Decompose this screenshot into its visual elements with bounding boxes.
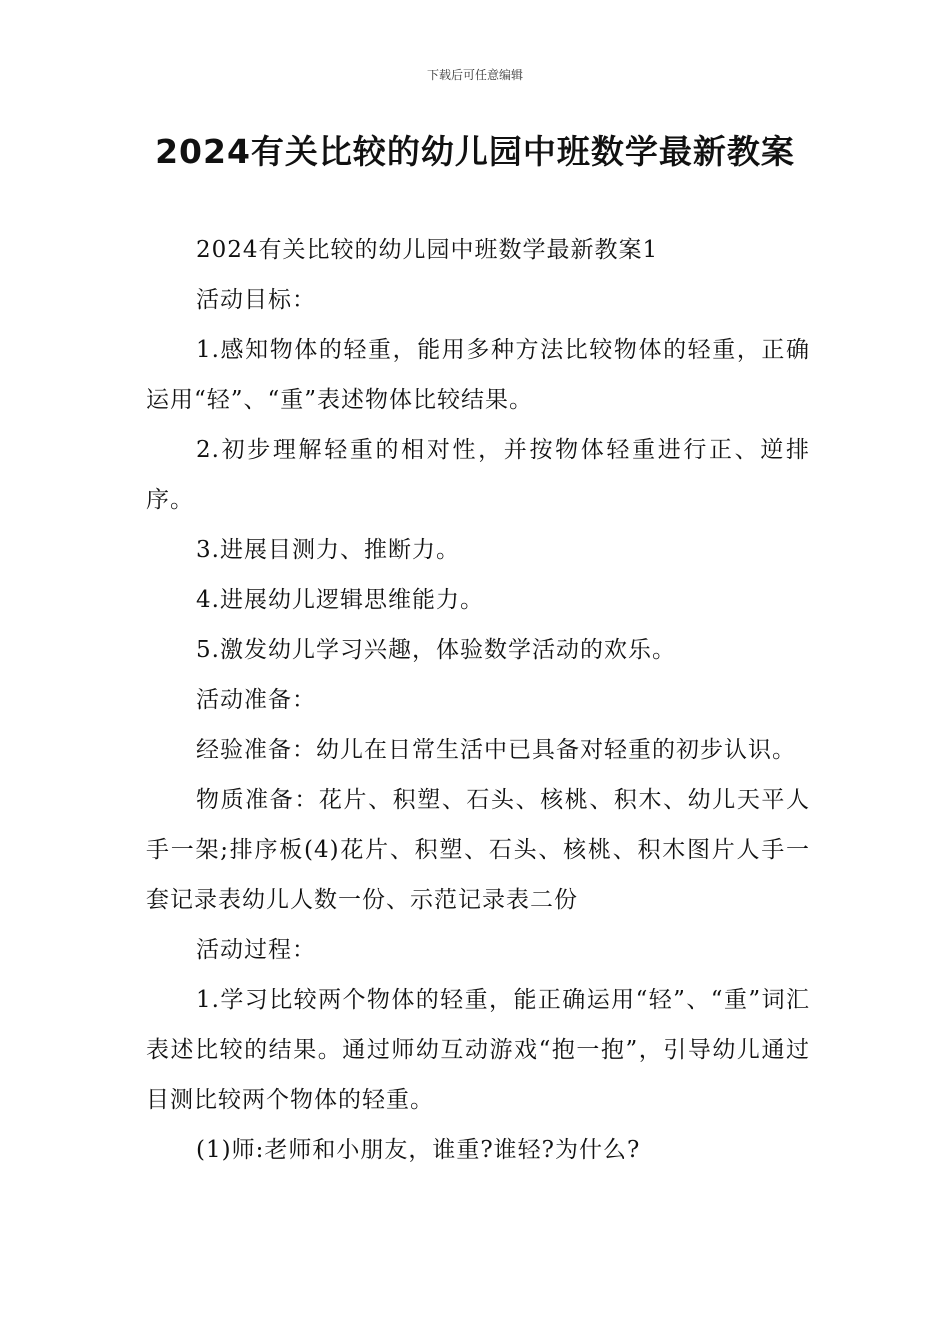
process-step-1-question: (1)师:老师和小朋友，谁重?谁轻?为什么? <box>196 1137 641 1163</box>
goal-item-5: 5.激发幼儿学习兴趣，体验数学活动的欢乐。 <box>196 637 676 663</box>
goal-item-4: 4.进展幼儿逻辑思维能力。 <box>196 587 484 613</box>
section-heading-preparation: 活动准备： <box>196 687 316 713</box>
subtitle-paragraph: 2024有关比较的幼儿园中班数学最新教案1 <box>196 237 659 263</box>
document-title: 2024有关比较的幼儿园中班数学最新教案 <box>155 132 795 171</box>
section-heading-goals: 活动目标： <box>196 287 316 313</box>
process-step-1: 1.学习比较两个物体的轻重，能正确运用“轻”、“重”词汇表述比较的结果。通过师幼互动游戏“抱一抱”，引导幼儿通过目测比较两个物体的轻重。 <box>146 987 810 1113</box>
goal-item-3: 3.进展目测力、推断力。 <box>196 537 460 563</box>
section-heading-process: 活动过程： <box>196 937 316 963</box>
document-body <box>146 225 810 1175</box>
page-header-note: 下载后可任意编辑 <box>426 68 523 82</box>
goal-item-2: 2.初步理解轻重的相对性，并按物体轻重进行正、逆排序。 <box>146 437 810 513</box>
preparation-experience: 经验准备：幼儿在日常生活中已具备对轻重的初步认识。 <box>196 737 796 763</box>
goal-item-1: 1.感知物体的轻重，能用多种方法比较物体的轻重，正确运用“轻”、“重”表述物体比较结果。 <box>146 337 810 413</box>
preparation-materials: 物质准备：花片、积塑、石头、核桃、积木、幼儿天平人手一架;排序板(4)花片、积塑、石头、核桃、积木图片人手一套记录表幼儿人数一份、示范记录表二份 <box>146 787 810 913</box>
